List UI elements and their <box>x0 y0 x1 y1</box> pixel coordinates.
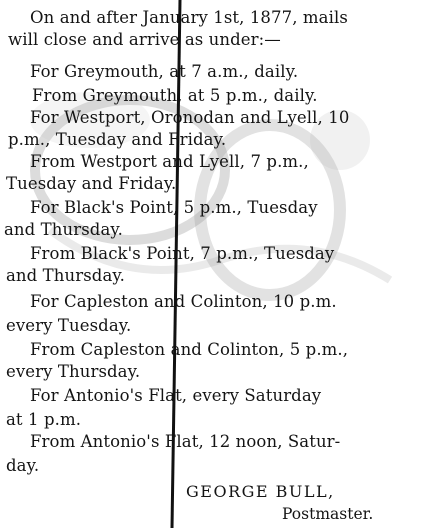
notice-line: For Westport, Oronodan and Lyell, 10 <box>30 108 350 127</box>
signature-name: GEORGE BULL, <box>186 482 335 501</box>
notice-line: every Tuesday. <box>6 316 132 335</box>
notice-line: Tuesday and Friday. <box>6 174 177 193</box>
notice-line: For Capleston and Colinton, 10 p.m. <box>30 292 337 311</box>
notice-line: From Greymouth, at 5 p.m., daily. <box>32 86 318 105</box>
notice-line: On and after January 1st, 1877, mails <box>30 8 348 27</box>
notice-line: For Antonio's Flat, every Saturday <box>30 386 322 405</box>
notice-line: and Thursday. <box>6 266 125 285</box>
notice-line: will close and arrive as under:— <box>8 30 281 49</box>
notice-line: From Capleston and Colinton, 5 p.m., <box>30 340 349 359</box>
signature-title: Postmaster. <box>282 505 374 523</box>
notice-line: p.m., Tuesday and Friday. <box>8 130 227 149</box>
notice-line: For Greymouth, at 7 a.m., daily. <box>30 62 299 81</box>
notice-line: For Black's Point, 5 p.m., Tuesday <box>30 198 318 217</box>
notice-line: day. <box>6 456 40 475</box>
notice-line: at 1 p.m. <box>6 410 82 429</box>
notice-line: From Westport and Lyell, 7 p.m., <box>30 152 309 171</box>
notice-line: From Black's Point, 7 p.m., Tuesday <box>30 244 335 263</box>
notice-line: every Thursday. <box>6 362 141 381</box>
notice-line: and Thursday. <box>4 220 123 239</box>
notice-line: From Antonio's Flat, 12 noon, Satur- <box>30 432 341 451</box>
